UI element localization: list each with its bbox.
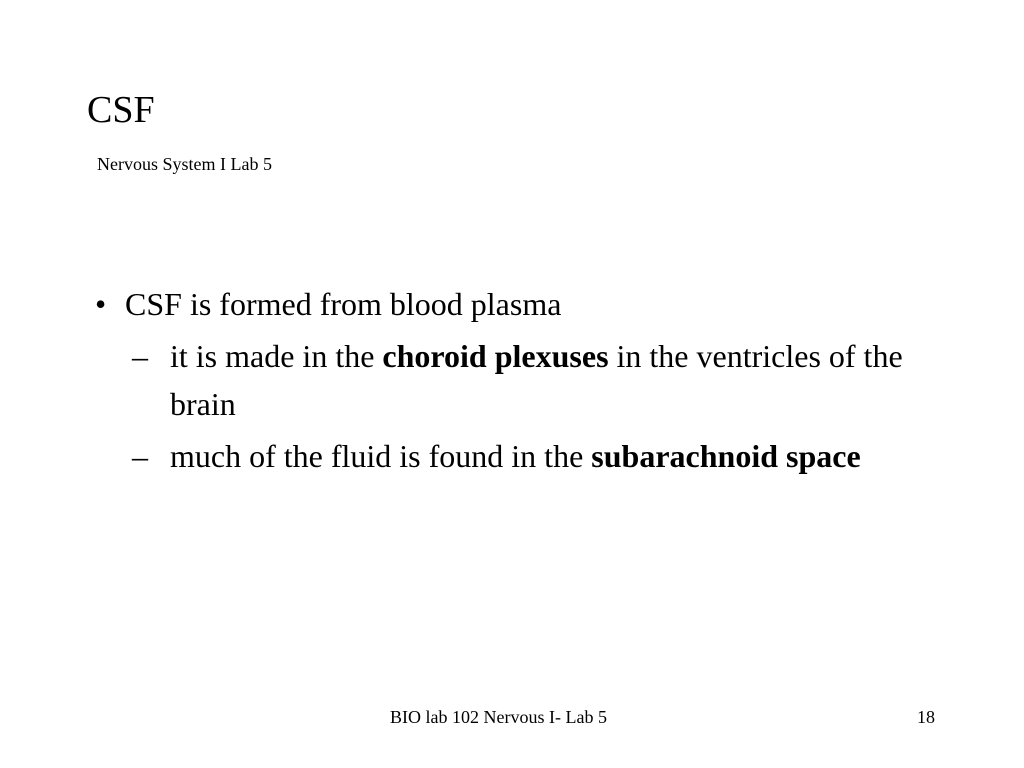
sub-bullet-item (132, 432, 955, 480)
sub-bullet-text-post: in the ventricles of the brain (170, 338, 903, 422)
sub-bullet-text-pre: it is made in the (170, 338, 383, 374)
sub-bullet-text (170, 332, 955, 428)
sub-bullet-marker: – (132, 438, 148, 474)
footer-text: BIO lab 102 Nervous I- Lab 5 (390, 707, 607, 727)
sub-bullet-term: choroid plexuses (382, 338, 609, 374)
bullet-text: CSF is formed from blood plasma (125, 286, 562, 322)
sub-bullet-text-pre: much of the fluid is found in the (170, 438, 592, 474)
page-number: 18 (917, 707, 935, 727)
sub-bullet-marker: – (132, 338, 148, 374)
bullet-item (95, 280, 955, 328)
slide-subtitle: Nervous System I Lab 5 (97, 154, 272, 174)
bullet-marker: • (95, 286, 107, 322)
sub-bullet-text (170, 432, 955, 480)
slide-content (95, 280, 955, 480)
sub-bullet-item (132, 332, 955, 428)
sub-bullet-term: subarachnoid space (591, 438, 861, 474)
slide-title: CSF (87, 89, 155, 131)
